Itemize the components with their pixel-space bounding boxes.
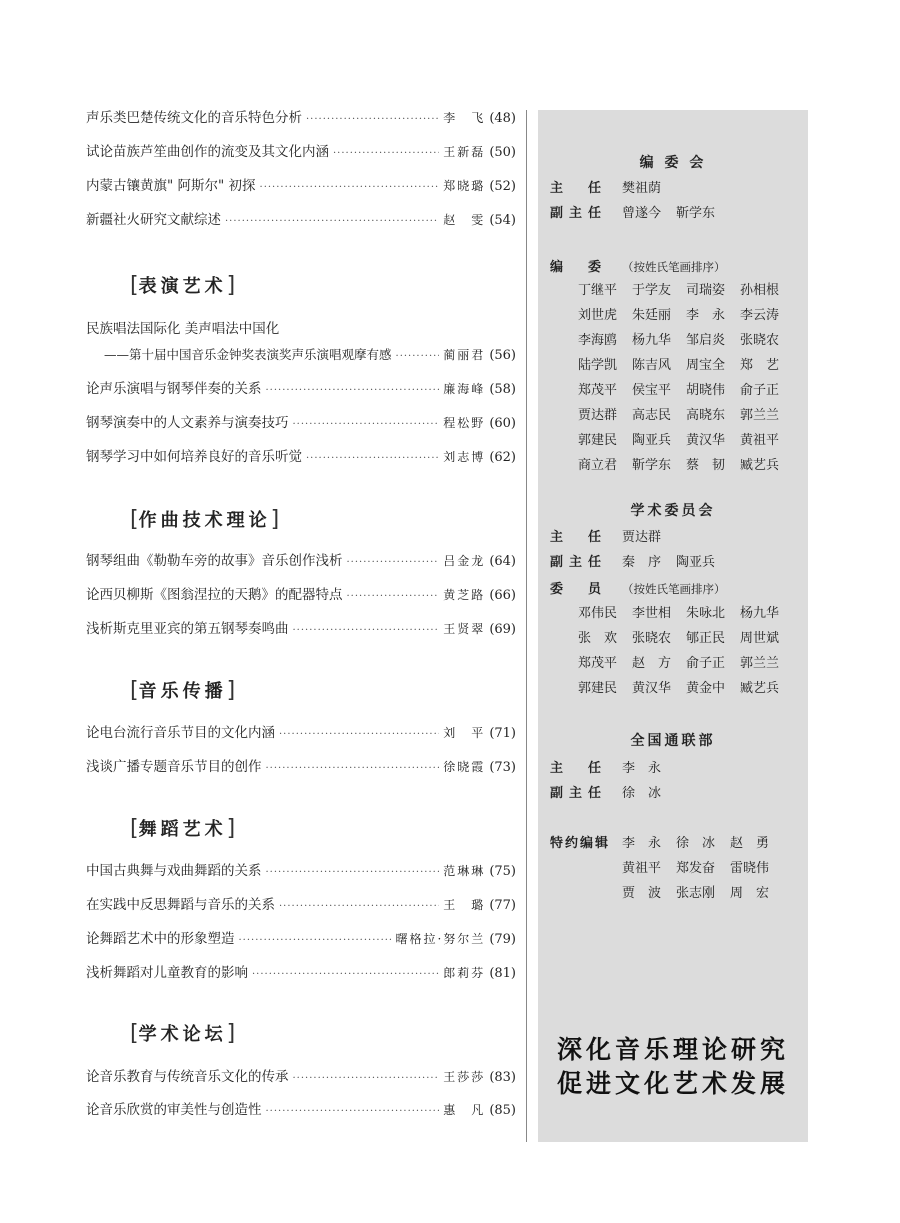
entry-subtitle: ——第十届中国音乐金钟奖表演奖声乐演唱观摩有感 [104, 347, 392, 362]
entry-author: 王 璐 [443, 898, 486, 912]
toc-entry[interactable] [86, 722, 516, 744]
person-name: 黄汉华 [632, 681, 672, 696]
entry-title: 论声乐演唱与钢琴伴奏的关系 [86, 381, 262, 397]
academic-members-grid [578, 601, 794, 701]
entry-page: (50) [489, 145, 516, 160]
names-row [578, 676, 794, 701]
leader-dots [225, 211, 439, 233]
liaison-chief-row [550, 758, 676, 780]
column-divider [526, 110, 527, 1142]
leader-dots [266, 1101, 440, 1123]
person-name: 郇正民 [686, 631, 726, 646]
row-label: 主 任 [550, 761, 608, 776]
entry-page: (69) [489, 622, 516, 637]
person-name: 臧艺兵 [740, 681, 780, 696]
toc-entry[interactable] [86, 962, 516, 984]
row-label: 编 委 [550, 260, 608, 275]
person-name: 郑 艺 [740, 358, 780, 373]
entry-title: 浅谈广播专题音乐节目的创作 [86, 759, 262, 775]
names-row [578, 328, 794, 353]
person-name: 赵 方 [632, 656, 672, 671]
person-name: 周 宏 [730, 886, 770, 901]
academic-chief-row [550, 527, 676, 549]
leader-dots [347, 586, 440, 608]
entry-author: 程松野 [443, 416, 486, 430]
editorial-board-title: 编 委 会 [639, 155, 707, 171]
person-name: 黄金中 [686, 681, 726, 696]
entry-title: 钢琴学习中如何培养良好的音乐听觉 [86, 449, 302, 465]
person-name: 丁继平 [578, 283, 618, 298]
entry-title: 钢琴组曲《勒勒车旁的故事》音乐创作浅析 [86, 553, 343, 569]
toc-entry[interactable] [86, 1099, 516, 1121]
person-name: 郑茂平 [578, 656, 618, 671]
entry-author: 黄芝路 [443, 588, 486, 602]
section-title: 舞蹈艺术 [138, 819, 227, 840]
person-name: 郭兰兰 [740, 408, 780, 423]
leader-dots [266, 380, 440, 402]
entry-page: (85) [489, 1103, 516, 1118]
person-name: 靳学东 [676, 206, 716, 221]
person-name: 贾达群 [622, 530, 662, 545]
person-name: 杨九华 [740, 606, 780, 621]
entry-author: 范琳琳 [443, 864, 486, 878]
person-name: 秦 序 [622, 555, 662, 570]
bracket-left: [ [130, 507, 139, 532]
person-name: 李世相 [632, 606, 672, 621]
leader-dots [396, 346, 440, 368]
editorial-vice-row [550, 203, 730, 225]
section-heading-forum [130, 1020, 235, 1046]
person-name: 陈吉风 [632, 358, 672, 373]
person-name: 徐 冰 [622, 786, 662, 801]
masthead-panel [538, 110, 808, 1142]
entry-title: 浅析舞蹈对儿童教育的影响 [86, 965, 248, 981]
entry-page: (66) [489, 588, 516, 603]
person-name: 邹启炎 [686, 333, 726, 348]
entry-author: 刘志博 [443, 450, 486, 464]
special-editors-row [550, 833, 784, 855]
leader-dots [306, 109, 439, 131]
entry-page: (71) [489, 726, 516, 741]
section-title: 作曲技术理论 [138, 510, 271, 531]
person-name: 朱咏北 [686, 606, 726, 621]
slogan-line-1: 深化音乐理论研究 [556, 1035, 789, 1064]
toc-entry[interactable] [86, 378, 516, 400]
person-name: 李海鸥 [578, 333, 618, 348]
row-label: 副主任 [550, 786, 608, 801]
person-name: 张晓农 [740, 333, 780, 348]
leader-dots [279, 896, 439, 918]
row-label: 主 任 [550, 530, 608, 545]
entry-title: 论舞蹈艺术中的形象塑造 [86, 931, 235, 947]
entry-page: (73) [489, 760, 516, 775]
entry-author: 郑晓璐 [443, 179, 486, 193]
bracket-right: ] [226, 273, 236, 298]
names-row [578, 453, 794, 478]
person-name: 陶亚兵 [632, 433, 672, 448]
entry-title: 民族唱法国际化 美声唱法中国化 [86, 321, 280, 337]
person-name: 靳学东 [632, 458, 672, 473]
bracket-right: ] [226, 816, 236, 841]
person-name: 陶亚兵 [676, 555, 716, 570]
toc-entry[interactable] [86, 550, 516, 572]
entry-author: 吕金龙 [443, 554, 486, 568]
toc-entry[interactable] [86, 1066, 516, 1088]
names-row [578, 651, 794, 676]
person-name: 周宝全 [686, 358, 726, 373]
entry-title: 浅析斯克里亚宾的第五钢琴奏鸣曲 [86, 621, 289, 637]
person-name: 孙相根 [740, 283, 780, 298]
leader-dots [239, 930, 392, 952]
editorial-members-row [550, 256, 726, 278]
person-name: 樊祖荫 [622, 181, 662, 196]
entry-page: (75) [489, 864, 516, 879]
section-heading-composition [130, 506, 279, 532]
toc-entry[interactable] [86, 618, 516, 640]
entry-author: 徐晓霞 [443, 760, 486, 774]
section-heading-dance [130, 815, 235, 841]
row-label: 特约编辑 [550, 836, 611, 851]
liaison-vice-row [550, 783, 676, 805]
entry-title: 钢琴演奏中的人文素养与演奏技巧 [86, 415, 289, 431]
entry-author: 郎莉芬 [443, 966, 486, 980]
person-name: 张晓农 [632, 631, 672, 646]
names-row [578, 378, 794, 403]
academic-vice-row [550, 552, 730, 574]
entry-page: (83) [489, 1070, 516, 1085]
person-name: 司瑞姿 [686, 283, 726, 298]
person-name: 俞子正 [686, 656, 726, 671]
entry-author: 廉海峰 [443, 382, 486, 396]
leader-dots [279, 724, 439, 746]
entry-title: 声乐类巴楚传统文化的音乐特色分析 [86, 110, 302, 126]
person-name: 李云涛 [740, 308, 780, 323]
person-name: 高志民 [632, 408, 672, 423]
person-name: 高晓东 [686, 408, 726, 423]
entry-title: 试论苗族芦笙曲创作的流变及其文化内涵 [86, 144, 329, 160]
toc-entry[interactable] [86, 446, 516, 468]
person-name: 郭兰兰 [740, 656, 780, 671]
person-name: 邓伟民 [578, 606, 618, 621]
entry-page: (64) [489, 554, 516, 569]
entry-page: (48) [489, 111, 516, 126]
entry-author: 蔺丽君 [443, 348, 486, 362]
person-name: 刘世虎 [578, 308, 618, 323]
person-name: 徐 冰 [676, 836, 716, 851]
toc-entry[interactable] [86, 584, 516, 606]
entry-page: (81) [489, 966, 516, 981]
leader-dots [260, 177, 440, 199]
row-label: 主 任 [550, 181, 608, 196]
entry-page: (79) [489, 932, 516, 947]
entry-title: 中国古典舞与戏曲舞蹈的关系 [86, 863, 262, 879]
leader-dots [306, 448, 439, 470]
leader-dots [333, 143, 439, 165]
special-editors-row [622, 858, 784, 880]
person-name: 黄祖平 [622, 861, 662, 876]
entry-author: 王贤翠 [443, 622, 486, 636]
person-name: 朱廷丽 [632, 308, 672, 323]
entry-page: (56) [489, 348, 516, 363]
entry-author: 曙格拉·努尔兰 [395, 932, 486, 946]
sort-note: （按姓氏笔画排序） [622, 582, 726, 596]
entry-title: 论电台流行音乐节目的文化内涵 [86, 725, 275, 741]
person-name: 陆学凯 [578, 358, 618, 373]
bracket-left: [ [130, 816, 139, 841]
entry-page: (77) [489, 898, 516, 913]
toc-entry[interactable] [86, 412, 516, 434]
person-name: 贾 波 [622, 886, 662, 901]
toc-entry[interactable] [86, 175, 516, 197]
row-label: 委 员 [550, 582, 608, 597]
slogan-line-2: 促进文化艺术发展 [556, 1069, 789, 1098]
section-heading-communication [130, 677, 235, 703]
section-title: 学术论坛 [138, 1024, 227, 1045]
person-name: 杨九华 [632, 333, 672, 348]
leader-dots [293, 620, 440, 642]
bracket-left: [ [130, 678, 139, 703]
leader-dots [293, 1068, 440, 1090]
names-row [578, 403, 794, 428]
person-name: 郭建民 [578, 433, 618, 448]
sort-note: （按姓氏笔画排序） [622, 260, 726, 274]
bracket-right: ] [226, 1021, 236, 1046]
person-name: 郭建民 [578, 681, 618, 696]
toc-entry[interactable] [86, 756, 516, 778]
person-name: 李 永 [622, 836, 662, 851]
bracket-left: [ [130, 1021, 139, 1046]
person-name: 李 永 [622, 761, 662, 776]
toc-entry-title-line[interactable] [86, 318, 516, 340]
names-row [578, 601, 794, 626]
entry-page: (52) [489, 179, 516, 194]
names-row [578, 353, 794, 378]
section-title: 表演艺术 [138, 276, 227, 297]
section-title: 音乐传播 [138, 681, 227, 702]
entry-author: 刘 平 [443, 726, 486, 740]
person-name: 曾遂今 [622, 206, 662, 221]
person-name: 商立君 [578, 458, 618, 473]
toc-entry[interactable] [86, 860, 516, 882]
leader-dots [266, 862, 440, 884]
liaison-dept-title: 全国通联部 [630, 733, 716, 749]
person-name: 赵 勇 [730, 836, 770, 851]
toc-entry[interactable] [86, 928, 516, 950]
entry-page: (60) [489, 416, 516, 431]
entry-page: (62) [489, 450, 516, 465]
leader-dots [252, 964, 439, 986]
editorial-chief-row [550, 178, 676, 200]
names-row [578, 278, 794, 303]
person-name: 胡晓伟 [686, 383, 726, 398]
section-heading-performance [130, 272, 235, 298]
person-name: 郑茂平 [578, 383, 618, 398]
names-row [578, 428, 794, 453]
bracket-right: ] [270, 507, 280, 532]
person-name: 雷晓伟 [730, 861, 770, 876]
leader-dots [266, 758, 440, 780]
entry-page: (58) [489, 382, 516, 397]
row-label: 副主任 [550, 206, 608, 221]
academic-members-row [550, 578, 726, 600]
person-name: 于学友 [632, 283, 672, 298]
person-name: 俞子正 [740, 383, 780, 398]
academic-committee-title: 学术委员会 [630, 503, 716, 519]
bracket-left: [ [130, 273, 139, 298]
person-name: 周世斌 [740, 631, 780, 646]
entry-title: 内蒙古镶黄旗" 阿斯尔" 初探 [86, 178, 256, 194]
person-name: 贾达群 [578, 408, 618, 423]
entry-title: 在实践中反思舞蹈与音乐的关系 [86, 897, 275, 913]
person-name: 黄汉华 [686, 433, 726, 448]
entry-page: (54) [489, 213, 516, 228]
entry-title: 论西贝柳斯《图翁涅拉的天鹅》的配器特点 [86, 587, 343, 603]
toc-entry[interactable] [86, 209, 516, 231]
toc-entry[interactable] [86, 107, 516, 129]
names-row [578, 626, 794, 651]
entry-author: 李 飞 [443, 111, 486, 125]
bracket-right: ] [226, 678, 236, 703]
leader-dots [347, 552, 440, 574]
person-name: 臧艺兵 [740, 458, 780, 473]
person-name: 张志刚 [676, 886, 716, 901]
entry-title: 论音乐欣赏的审美性与创造性 [86, 1102, 262, 1118]
toc-entry[interactable] [86, 141, 516, 163]
person-name: 黄祖平 [740, 433, 780, 448]
entry-title: 新疆社火研究文献综述 [86, 212, 221, 228]
person-name: 郑发奋 [676, 861, 716, 876]
toc-entry[interactable] [86, 894, 516, 916]
row-label: 副主任 [550, 555, 608, 570]
person-name: 张 欢 [578, 631, 618, 646]
person-name: 李 永 [686, 308, 726, 323]
entry-author: 惠 凡 [443, 1103, 486, 1117]
names-row [578, 303, 794, 328]
entry-author: 赵 雯 [443, 213, 486, 227]
person-name: 蔡 韧 [686, 458, 726, 473]
entry-author: 王新磊 [443, 145, 486, 159]
leader-dots [293, 414, 440, 436]
special-editors-row [622, 883, 784, 905]
entry-author: 王莎莎 [443, 1070, 486, 1084]
entry-title: 论音乐教育与传统音乐文化的传承 [86, 1069, 289, 1085]
toc-entry-subtitle[interactable] [104, 344, 516, 366]
editorial-members-grid [578, 278, 794, 478]
person-name: 侯宝平 [632, 383, 672, 398]
